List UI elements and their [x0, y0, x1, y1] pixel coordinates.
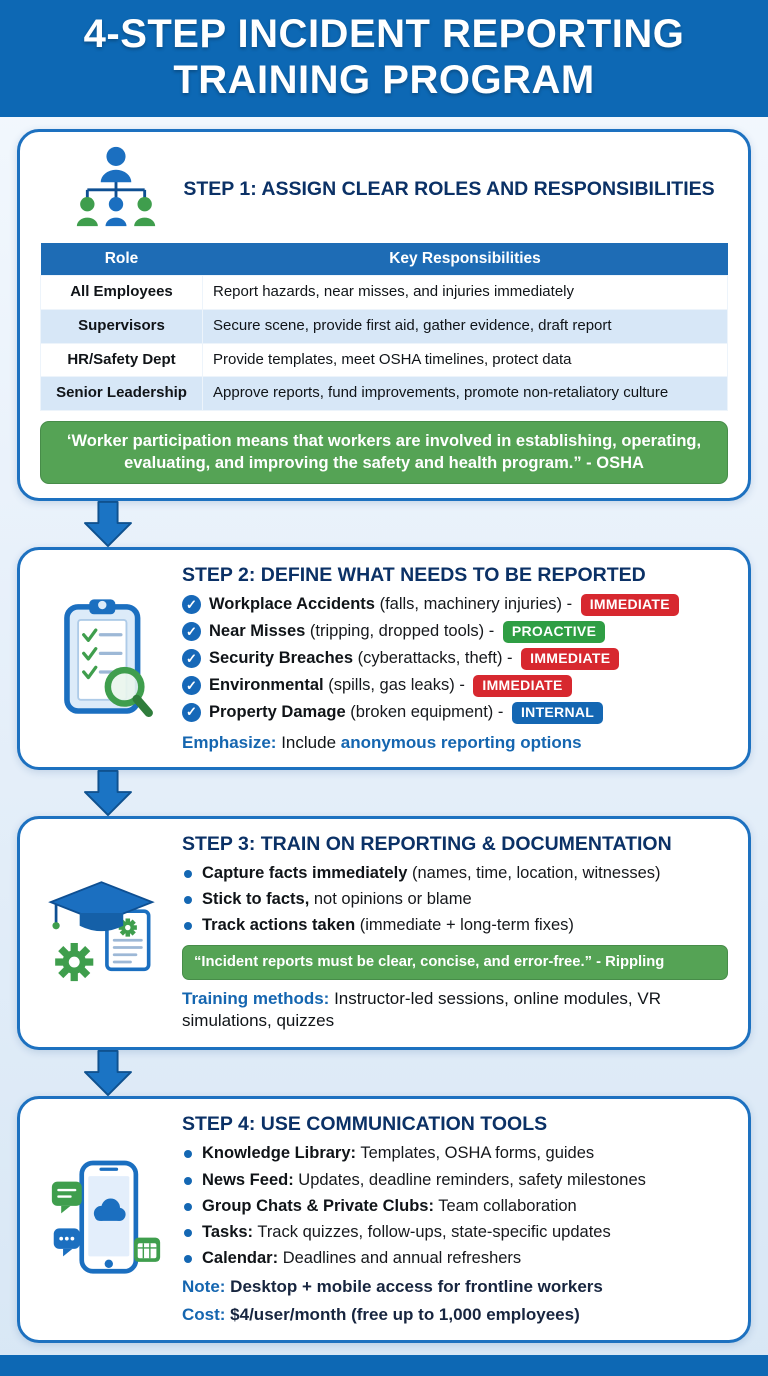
arrow-down-icon	[0, 501, 768, 547]
table-row	[41, 309, 728, 343]
communication-phone-icon	[30, 1157, 182, 1281]
bullet-item	[182, 1169, 728, 1191]
item-desc: (broken equipment) -	[345, 702, 508, 721]
step3-card	[17, 816, 751, 1050]
table-row	[41, 276, 728, 310]
emphasize-label: Emphasize:	[182, 732, 277, 752]
item-term: Track actions taken	[202, 916, 356, 935]
checklist-magnifier-icon	[30, 592, 182, 724]
check-icon: ✓	[182, 703, 201, 722]
training-methods-text: Instructor-led sessions, online modules, VR simulations, quizzes	[182, 988, 661, 1031]
item-desc: Templates, OSHA forms, guides	[356, 1144, 595, 1163]
check-icon: ✓	[182, 649, 201, 668]
item-desc: (falls, machinery injuries) -	[374, 595, 577, 614]
item-term: Near Misses	[209, 622, 306, 640]
step1-header	[40, 144, 728, 235]
item-term: Environmental	[209, 675, 324, 694]
report-type-item	[182, 701, 728, 724]
bullet-icon	[184, 1255, 192, 1263]
note-text: Desktop + mobile access for frontline workers	[225, 1276, 603, 1296]
item-term: Tasks:	[202, 1223, 254, 1242]
note-label: Note:	[182, 1276, 226, 1296]
responsibility-cell: Provide templates, meet OSHA timelines, protect data	[203, 343, 728, 377]
step1-card	[17, 129, 751, 501]
item-desc: Track quizzes, follow-ups, state-specific updates	[253, 1223, 611, 1242]
step2-card	[17, 547, 751, 770]
role-cell: HR/Safety Dept	[41, 343, 203, 377]
step4-title: STEP 4: USE COMMUNICATION TOOLS	[182, 1112, 548, 1135]
emphasize-highlight: anonymous reporting options	[340, 732, 582, 752]
priority-badge: IMMEDIATE	[473, 675, 571, 697]
item-term: Property Damage	[209, 702, 346, 721]
priority-badge: PROACTIVE	[503, 621, 605, 643]
page-title-line1: 4-STEP INCIDENT REPORTING	[83, 12, 685, 56]
emphasize-mid: Include	[276, 732, 341, 752]
column-header-responsibilities: Key Responsibilities	[203, 243, 728, 276]
bullet-icon	[184, 1229, 192, 1237]
item-desc: (names, time, location, witnesses)	[407, 863, 661, 882]
bullet-icon	[184, 870, 192, 878]
report-type-item	[182, 647, 728, 670]
arrow-down-icon	[0, 1050, 768, 1096]
item-term: Workplace Accidents	[209, 595, 375, 614]
item-desc: (spills, gas leaks) -	[323, 675, 470, 694]
item-desc: Deadlines and annual refreshers	[278, 1249, 522, 1268]
bullet-icon	[184, 1203, 192, 1211]
bullet-item	[182, 1247, 728, 1269]
report-types-list	[182, 593, 728, 723]
bullet-item	[182, 888, 728, 910]
bullet-icon	[184, 896, 192, 904]
step4-card	[17, 1096, 751, 1343]
priority-badge: IMMEDIATE	[521, 648, 619, 670]
cost-label: Cost:	[182, 1304, 226, 1324]
responsibility-cell: Approve reports, fund improvements, promote non-retaliatory culture	[203, 377, 728, 411]
bullet-icon	[184, 922, 192, 930]
check-icon: ✓	[182, 622, 201, 641]
table-row	[41, 377, 728, 411]
check-icon: ✓	[182, 676, 201, 695]
training-graduation-icon	[30, 878, 182, 988]
item-desc: Team collaboration	[433, 1196, 577, 1215]
report-type-item	[182, 593, 728, 616]
bottom-bar	[0, 1355, 768, 1376]
role-cell: All Employees	[41, 276, 203, 310]
report-type-item	[182, 674, 728, 697]
priority-badge: INTERNAL	[512, 702, 603, 724]
check-icon: ✓	[182, 595, 201, 614]
item-term: News Feed:	[202, 1170, 294, 1189]
roles-table	[40, 243, 728, 411]
note-line	[182, 1276, 728, 1298]
cost-line	[182, 1304, 728, 1326]
role-cell: Senior Leadership	[41, 377, 203, 411]
osha-quote: ‘Worker participation means that workers are involved in establishing, operating, evaluating, and improving the safety and health program.” - OSHA	[40, 421, 728, 484]
role-cell: Supervisors	[41, 309, 203, 343]
bullet-icon	[184, 1177, 192, 1185]
priority-badge: IMMEDIATE	[581, 594, 679, 616]
item-term: Security Breaches	[209, 648, 353, 667]
bullet-item	[182, 1195, 728, 1217]
arrow-down-icon	[0, 770, 768, 816]
page-title-line2: TRAINING PROGRAM	[173, 57, 595, 102]
training-methods	[182, 988, 728, 1033]
cost-text: $4/user/month (free up to 1,000 employees)	[225, 1304, 580, 1324]
step2-title: STEP 2: DEFINE WHAT NEEDS TO BE REPORTED	[182, 563, 646, 586]
bullet-item	[182, 862, 728, 884]
item-desc: (immediate + long-term fixes)	[355, 916, 574, 935]
training-points-list	[182, 862, 728, 937]
roles-table-header-row	[41, 243, 728, 276]
item-desc: (cyberattacks, theft) -	[353, 648, 518, 667]
emphasize-note	[182, 733, 728, 753]
org-chart-icon	[70, 144, 162, 235]
bullet-icon	[184, 1150, 192, 1158]
responsibility-cell: Secure scene, provide first aid, gather evidence, draft report	[203, 309, 728, 343]
item-desc: not opinions or blame	[309, 890, 472, 909]
training-methods-label: Training methods:	[182, 988, 330, 1008]
bullet-item	[182, 1221, 728, 1243]
header-banner	[0, 0, 768, 117]
item-term: Stick to facts,	[202, 890, 310, 909]
communication-tools-list	[182, 1142, 728, 1269]
table-row	[41, 343, 728, 377]
step1-title: STEP 1: ASSIGN CLEAR ROLES AND RESPONSIBILITIES	[183, 177, 715, 200]
report-type-item	[182, 620, 728, 643]
item-term: Calendar:	[202, 1249, 279, 1268]
bullet-item	[182, 914, 728, 936]
item-term: Capture facts immediately	[202, 863, 408, 882]
responsibility-cell: Report hazards, near misses, and injuries immediately	[203, 276, 728, 310]
column-header-role: Role	[41, 243, 203, 276]
step3-title: STEP 3: TRAIN ON REPORTING & DOCUMENTATION	[182, 832, 672, 855]
item-term: Knowledge Library:	[202, 1144, 357, 1163]
rippling-quote: “Incident reports must be clear, concise, and error-free.” - Rippling	[182, 945, 728, 980]
bullet-item	[182, 1142, 728, 1164]
item-desc: (tripping, dropped tools) -	[305, 622, 499, 640]
item-desc: Updates, deadline reminders, safety milestones	[293, 1170, 646, 1189]
item-term: Group Chats & Private Clubs:	[202, 1196, 434, 1215]
